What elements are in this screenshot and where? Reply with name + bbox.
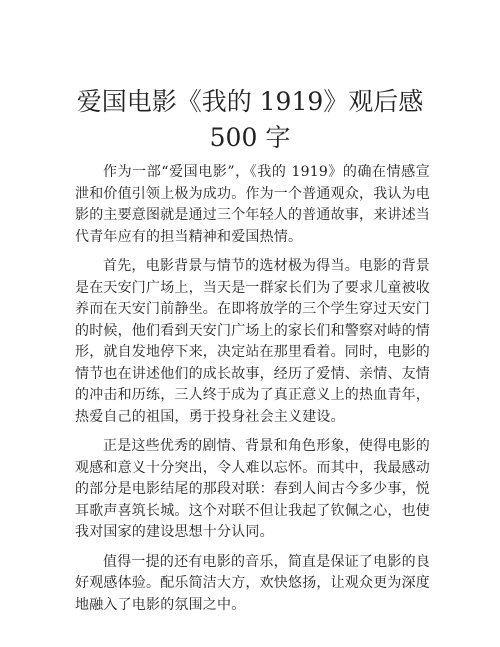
paragraph-1: 作为一部“爱国电影”，《我的 1919》的确在情感宣泄和价值引领上极为成功。作为一个普通观众，我认为电影的主要意图就是通过三个年轻人的普通故事，来讲述当代青年应有的担当精神和爱国热情。: [75, 164, 430, 245]
paragraph-3: 正是这些优秀的剧情、背景和角色形象，使得电影的观感和意义十分突出，令人难以忘怀。而其中，我最感动的部分是电影结尾的那段对联：春到人间古今多少事，悦耳歌声喜筑长城。这个对联不但让我起了钦佩之心，也使我对国家的建设思想十分认同。: [75, 438, 430, 540]
paragraph-4: 值得一提的还有电影的音乐，简直是保证了电影的良好观感体验。配乐简洁大方，欢快悠扬，让观众更为深度地融入了电影的氛围之中。: [75, 553, 430, 613]
paragraph-2: 首先，电影背景与情节的选材极为得当。电影的背景是在天安门广场上，当天是一群家长们为了要求儿童被收养而在天安门前静坐。在即将放学的三个学生穿过天安门的时候，他们看到天安门广场上的家长们和警察对峙的情形，就自发地停下来，决定站在那里看着。同时，电影的情节也在讲述他们的成长故事，经历了爱情、亲情、友情的冲击和历练，三人终于成为了真正意义上的热血青年，热爱自己的祖国，勇于投身社会主义建设。: [75, 258, 430, 425]
document-body: [75, 162, 430, 624]
document-title: 爱国电影《我的 1919》观后感 500 字: [76, 87, 424, 152]
